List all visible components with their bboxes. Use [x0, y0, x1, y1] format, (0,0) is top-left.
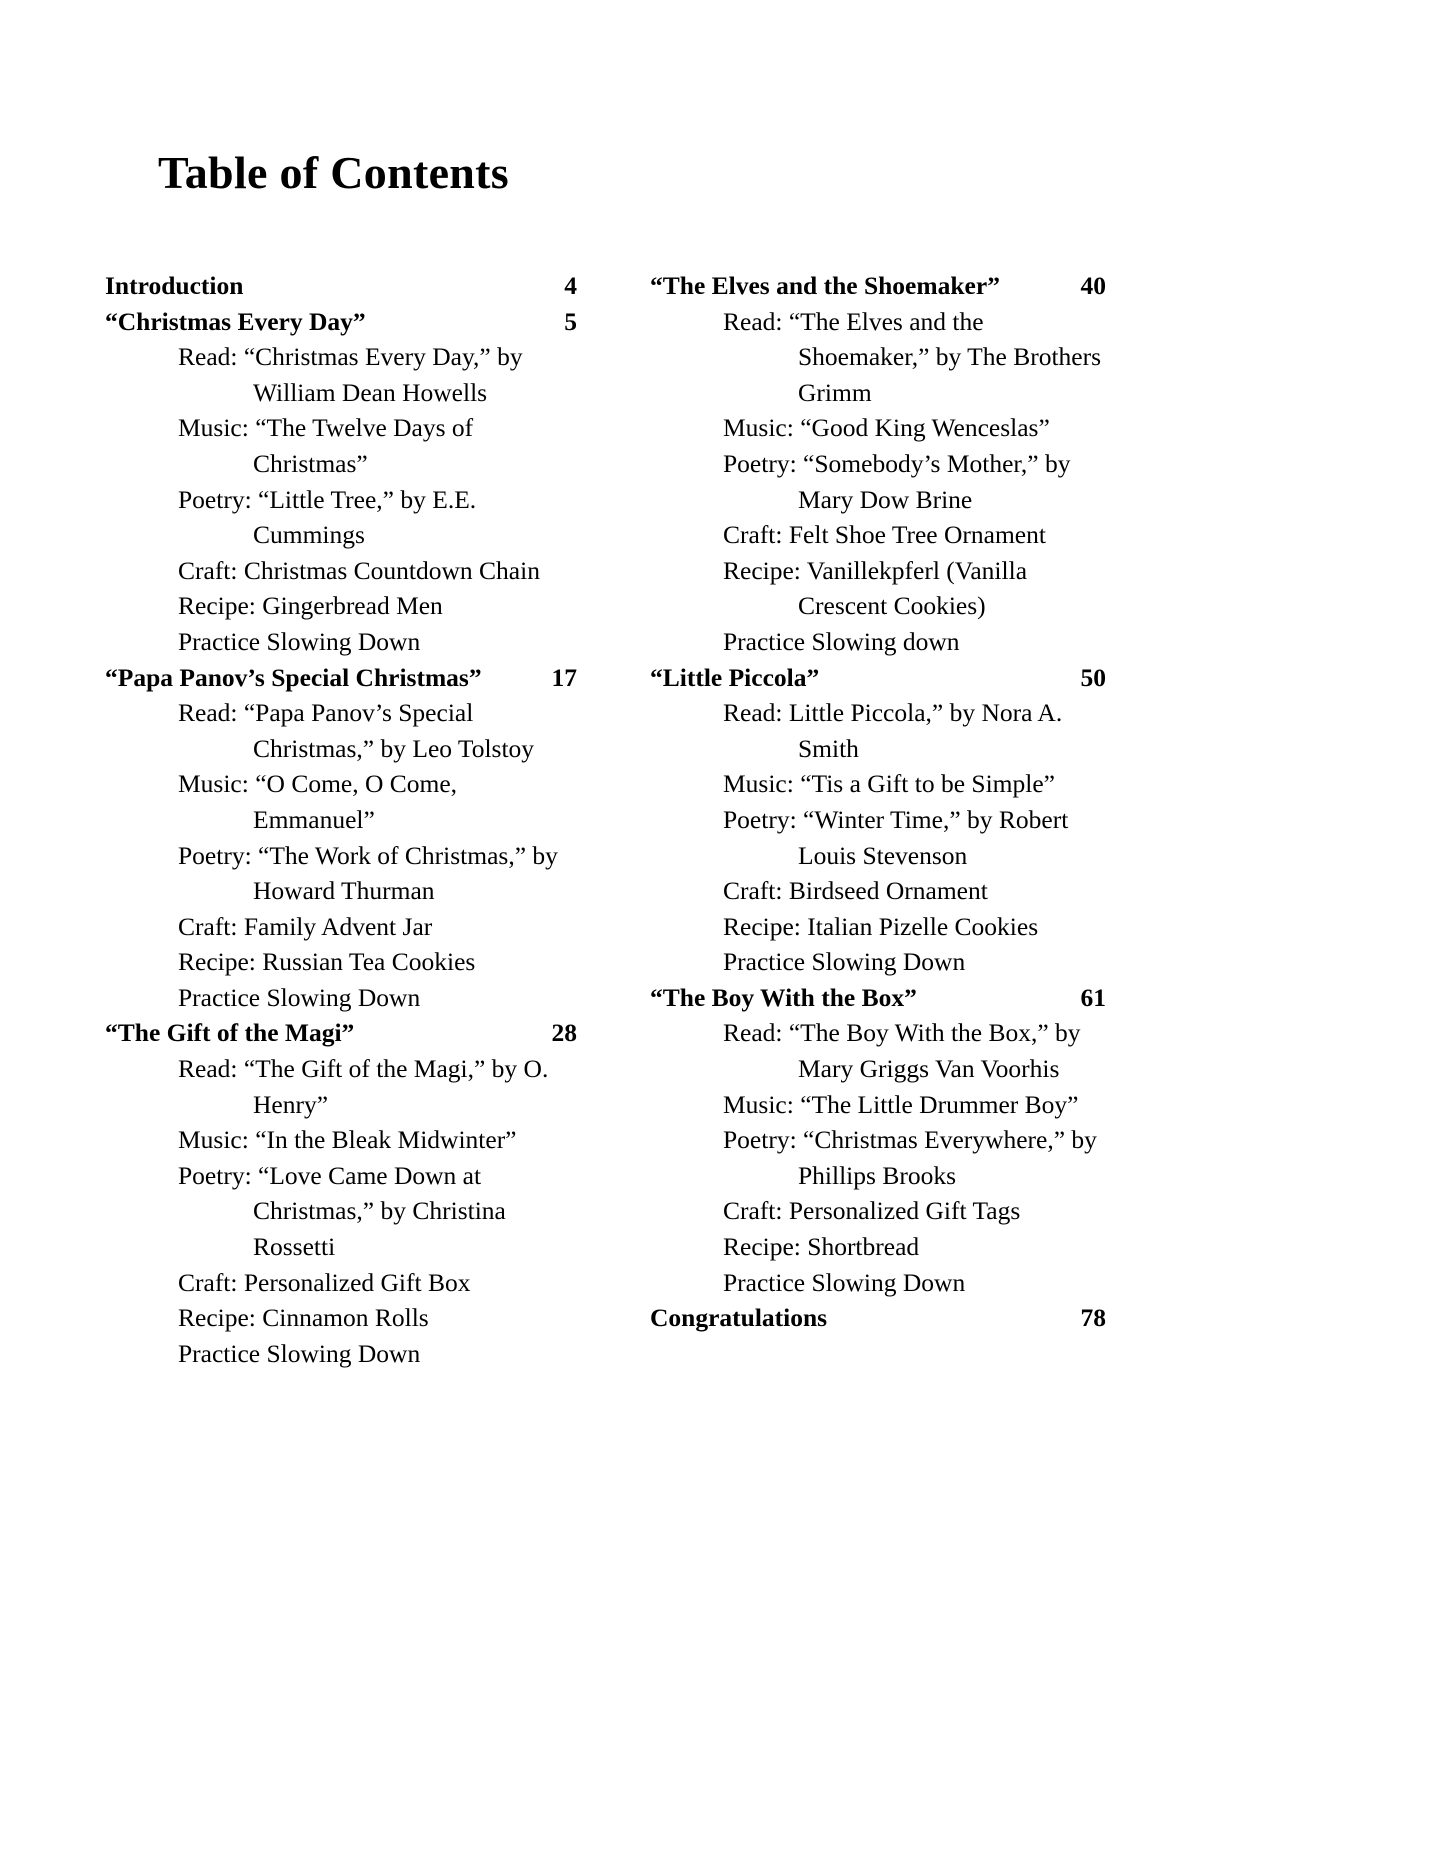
toc-entry: Recipe: Gingerbread Men	[178, 591, 443, 621]
toc-heading-title: Congratulations	[650, 1303, 828, 1333]
toc-heading-row[interactable]	[105, 1015, 577, 1051]
toc-section-christmas-every-day	[105, 304, 577, 660]
toc-entry: Music: “In the Bleak Midwinter”	[178, 1125, 517, 1155]
toc-entry: Recipe: Italian Pizelle Cookies	[723, 911, 1039, 941]
toc-entry: Music: “O Come, O Come, Emmanuel”	[178, 769, 458, 834]
toc-heading-title: Introduction	[105, 271, 244, 300]
toc-page-number: 50	[1080, 662, 1106, 692]
toc-entry: Practice Slowing Down	[723, 1267, 966, 1297]
toc-entry: Recipe: Vanillekpferl (Vanilla Crescent Cookies)	[723, 555, 1028, 621]
toc-entry: Poetry: “Somebody’s Mother,” by Mary Dow Brine	[723, 448, 1071, 514]
toc-entry: Read: “Christmas Every Day,” by William Dean Howells	[178, 342, 523, 407]
toc-entry: Craft: Family Advent Jar	[178, 911, 433, 941]
toc-section-the-gift-of-the-magi	[105, 1015, 577, 1371]
toc-section-little-piccola	[650, 660, 1106, 980]
toc-entry: Read: “The Boy With the Box,” by Mary Griggs Van Voorhis	[723, 1018, 1081, 1084]
toc-page-number: 61	[1080, 982, 1106, 1012]
toc-column-right	[650, 268, 1106, 1336]
page-title: Table of Contents	[158, 147, 509, 198]
toc-section-congratulations	[650, 1300, 1106, 1336]
toc-page-number: 40	[1080, 271, 1106, 300]
toc-section-the-boy-with-the-box	[650, 980, 1106, 1300]
toc-entry: Recipe: Shortbread	[723, 1232, 920, 1262]
toc-entry: Music: “Good King Wenceslas”	[723, 413, 1050, 443]
toc-heading-title: “The Gift of the Magi”	[105, 1018, 355, 1048]
toc-entry: Recipe: Russian Tea Cookies	[178, 947, 476, 977]
toc-heading-title: “Papa Panov’s Special Christmas”	[105, 662, 482, 692]
toc-section-the-elves-and-the-shoemaker	[650, 268, 1106, 660]
toc-entry: Read: “The Gift of the Magi,” by O. Henry”	[178, 1054, 549, 1119]
toc-heading-title: “Christmas Every Day”	[105, 306, 366, 336]
toc-entry: Craft: Personalized Gift Tags	[723, 1196, 1021, 1226]
toc-entry: Practice Slowing Down	[178, 1338, 421, 1368]
toc-heading-row[interactable]	[105, 304, 577, 340]
toc-page-number: 4	[564, 271, 577, 300]
toc-section-introduction	[105, 268, 577, 304]
toc-entry: Read: “The Elves and the Shoemaker,” by The Brothers Grimm	[723, 306, 1102, 407]
toc-entry: Practice Slowing Down	[723, 947, 966, 977]
toc-entry: Practice Slowing Down	[178, 982, 421, 1012]
toc-entry: Poetry: “Christmas Everywhere,” by Phillips Brooks	[723, 1125, 1097, 1190]
toc-heading-row[interactable]	[650, 268, 1106, 304]
toc-entry: Craft: Birdseed Ornament	[723, 876, 988, 906]
toc-page-number: 78	[1080, 1303, 1106, 1333]
toc-entry: Craft: Christmas Countdown Chain	[178, 555, 540, 585]
toc-entry: Poetry: “Little Tree,” by E.E. Cummings	[178, 484, 477, 550]
toc-entry: Poetry: “Love Came Down at Christmas,” by Christina Rossetti	[178, 1160, 506, 1262]
toc-section-papa-panovs-special-christmas	[105, 660, 577, 1016]
toc-entry: Practice Slowing down	[723, 626, 960, 656]
toc-entry: Read: “Papa Panov’s Special Christmas,” by Leo Tolstoy	[178, 698, 535, 763]
toc-entry: Music: “The Little Drummer Boy”	[723, 1089, 1079, 1119]
toc-entry: Recipe: Cinnamon Rolls	[178, 1303, 429, 1333]
toc-entry: Craft: Felt Shoe Tree Ornament	[723, 520, 1046, 550]
toc-heading-row[interactable]	[105, 660, 577, 696]
toc-heading-title: “Little Piccola”	[650, 662, 820, 692]
toc-heading-row[interactable]	[105, 268, 577, 304]
toc-column-left	[105, 268, 577, 1371]
toc-entry: Music: “Tis a Gift to be Simple”	[723, 769, 1055, 799]
toc-entry: Craft: Personalized Gift Box	[178, 1267, 471, 1297]
toc-page-number: 17	[551, 662, 577, 692]
toc-heading-row[interactable]	[650, 660, 1106, 696]
toc-entry: Music: “The Twelve Days of Christmas”	[178, 413, 474, 478]
toc-page-number: 28	[551, 1018, 577, 1048]
toc-heading-row[interactable]	[650, 1300, 1106, 1336]
toc-heading-title: “The Boy With the Box”	[650, 982, 917, 1012]
toc-entry: Poetry: “Winter Time,” by Robert Louis Stevenson	[723, 804, 1069, 870]
toc-entry: Poetry: “The Work of Christmas,” by Howard Thurman	[178, 840, 558, 906]
toc-entry: Read: Little Piccola,” by Nora A. Smith	[723, 698, 1063, 763]
toc-heading-title: “The Elves and the Shoemaker”	[650, 271, 1000, 300]
toc-page-number: 5	[564, 306, 577, 336]
toc-heading-row[interactable]	[650, 980, 1106, 1016]
toc-entry: Practice Slowing Down	[178, 626, 421, 656]
